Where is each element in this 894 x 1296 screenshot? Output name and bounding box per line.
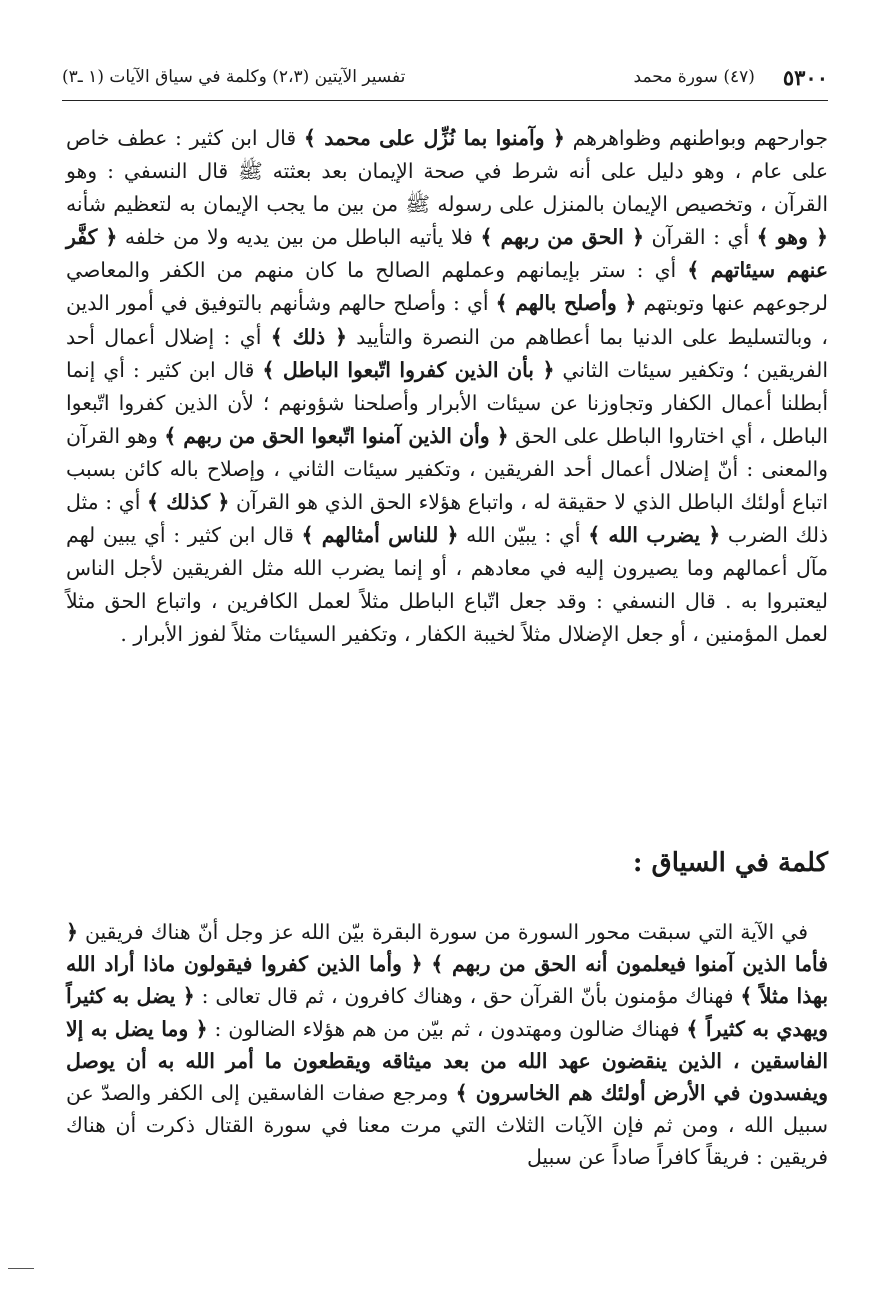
text-run: قال ابن كثير : عطف خاص على عام ، وهو دليل على أنه شرط في صحة الإيمان بعد بعثته ﷺ قال النسفي : وهو القرآن ، وتخصيص الإيمان بالمنزل على رسوله ﷺ من بين ما يجب الإيمان به لتعظيم شأنه [66, 126, 828, 217]
page-number: ٥٣٠٠ [782, 64, 828, 90]
running-header [62, 60, 828, 94]
text-run: قال ابن كثير : أي إنما أبطلنا أعمال الكفار وتجاوزنا عن سيئات الأبرار وأصلحنا شؤونهم ؛ لأن الذين كفروا اتّبعوا الباطل ، أي اختاروا الباطل على الحق [66, 357, 828, 448]
text-run: وهو القرآن والمعنى : أنّ إضلال أعمال أحد الفريقين ، وتكفير سيئات الثاني ، وإصلاح باله كائن بسبب اتباع أولئك الباطل الذي لا حقيقة له ، واتباع هؤلاء الحق الذي هو القرآن [66, 423, 828, 515]
quran-verse: ﴿ كفَّر عنهم سيئاتهم ﴾ [66, 225, 828, 283]
quran-verse: ﴿ وأن الذين آمنوا اتّبعوا الحق من ربهم ﴾ [164, 423, 509, 448]
tafsir-body [66, 122, 828, 652]
tafsir-paragraph [66, 122, 828, 652]
quran-verse: ﴿ يضرب الله ﴾ [588, 523, 721, 548]
quran-verse: ﴿ بأن الذين كفروا اتّبعوا الباطل ﴾ [262, 357, 555, 382]
context-section-body [66, 916, 828, 1174]
section-heading: كلمة في السياق : [632, 848, 828, 878]
quran-verse: ﴿ للناس أمثالهم ﴾ [301, 523, 459, 548]
text-run: ومرجع صفات الفاسقين إلى الكفر والصدّ عن سبيل الله ، ومن ثم فإن الآيات الثلاث التي مرت معنا في سورة القتال ذكرت أن هناك فريقين : فريقاً كافراً صاداً عن سبيل [66, 1081, 828, 1170]
text-run: فهناك مؤمنون بأنّ القرآن حق ، وهناك كافرون ، ثم قال تعالى : [194, 984, 741, 1009]
text-run: أي : القرآن [643, 225, 757, 250]
text-run: فلا يأتيه الباطل من بين يديه ولا من خلفه [117, 225, 481, 250]
quran-verse: ﴿ وآمنوا بما نُزِّل على محمد ﴾ [303, 126, 565, 150]
context-paragraph [66, 916, 828, 1174]
running-title: تفسير الآيتين (٢،٣) وكلمة في سياق الآيات (١ ـ٣) [62, 67, 406, 87]
text-run: أي : إضلال أعمال أحد الفريقين ؛ وتكفير سيئات الثاني [66, 324, 828, 382]
text-run: في الآية التي سبقت محور السورة من سورة البقرة بيّن الله عز وجل أنّ هناك فريقين [77, 920, 808, 944]
quran-verse: ﴿ وهو ﴾ [756, 225, 828, 250]
quran-verse: ﴿ فأما الذين آمنوا فيعلمون أنه الحق من ربهم ﴾ ﴿ وأما الذين كفروا فيقولون ماذا أراد الله بهذا مثلاً ﴾ [66, 920, 828, 1009]
text-run: أي : ستر بإيمانهم وعملهم الصالح ما كان منهم من الكفر والمعاصي لرجوعهم عنها وتوبتهم [66, 258, 828, 316]
header-rule [62, 100, 828, 101]
quran-verse: ﴿ كذلك ﴾ [147, 490, 230, 515]
text-run: جوارحهم وبواطنهم وظواهرهم [564, 126, 829, 150]
surah-label: (٤٧) سورة محمد [633, 67, 755, 87]
quran-verse: ﴿ وما يضل به إلا الفاسقين ، الذين ينقضون عهد الله من بعد ميثاقه ويقطعون ما أمر الله به أن يوصل ويفسدون في الأرض أولئك هم الخاسرون ﴾ [66, 1016, 828, 1106]
scan-corner-mark [8, 1268, 34, 1269]
quran-verse: ﴿ وأصلح بالهم ﴾ [495, 291, 637, 316]
text-run: أي : مثل ذلك الضرب [66, 490, 828, 548]
text-run: أي : وأصلح حالهم وشأنهم بالتوفيق في أمور الدين ، وبالتسليط على الدنيا بما أعطاهم من النصرة والتأييد [66, 291, 828, 349]
quran-verse: ﴿ الحق من ربهم ﴾ [480, 225, 644, 250]
text-run: قال ابن كثير : أي يبين لهم مآل أعمالهم وما يصيرون إليه في معادهم ، أو إنما يضرب الله مثل الفريقين لأجل الناس ليعتبروا به . قال النسفي : وقد جعل اتّباع الباطل مثلاً لعمل الكافرين ، واتباع الحق مثلاً لعمل المؤمنين ، أو جعل الإضلال مثلاً لخيبة الكفار ، وتكفير السيئات مثلاً لفوز الأبرار . [66, 523, 828, 647]
text-run: أي : يبيّن الله [458, 523, 589, 548]
quran-verse: ﴿ ذلك ﴾ [270, 324, 347, 349]
quran-verse: ﴿ يضل به كثيراً ويهدي به كثيراً ﴾ [66, 984, 828, 1041]
text-run: فهناك ضالون ومهتدون ، ثم بيّن من هم هؤلاء الضالون : [207, 1016, 687, 1041]
